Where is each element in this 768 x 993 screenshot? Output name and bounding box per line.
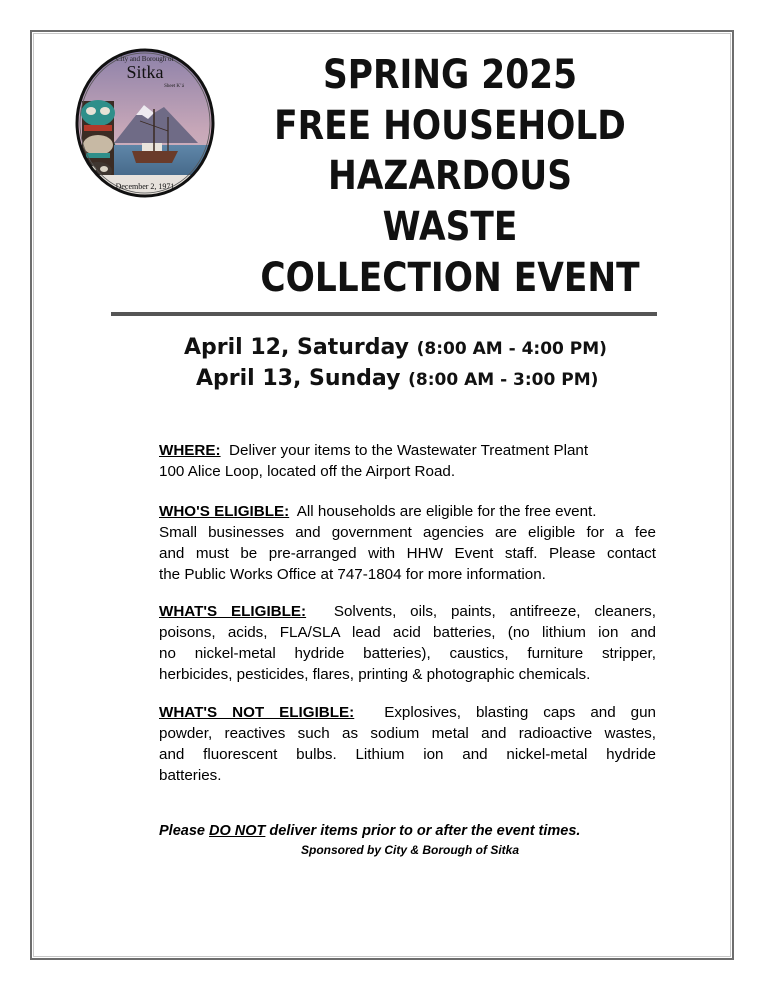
seal-sub-text: Sheet Kʼá bbox=[164, 84, 184, 89]
event-date-2-day: April 13, Sunday bbox=[196, 366, 401, 391]
notice-do-not-deliver bbox=[159, 823, 656, 839]
notice-after: deliver items prior to or after the event times. bbox=[265, 823, 581, 839]
whats-eligible-line-3: no nickel-metal hydride batteries), caustics, furniture stripper, bbox=[159, 645, 656, 662]
section-where bbox=[159, 440, 656, 482]
seal-top-text: City and Borough of bbox=[116, 55, 174, 63]
whos-eligible-line-2: Small businesses and government agencies are eligible for a fee bbox=[159, 524, 656, 541]
title-underline-rule bbox=[111, 312, 657, 316]
section-whats-eligible bbox=[159, 601, 656, 685]
whats-eligible-line-4: herbicides, pesticides, flares, printing & photographic chemicals. bbox=[159, 666, 591, 683]
event-date-1-day: April 12, Saturday bbox=[184, 335, 409, 360]
whats-eligible-line-2: poisons, acids, FLA/SLA lead acid batteries, (no lithium ion and bbox=[159, 624, 656, 641]
event-date-2 bbox=[196, 366, 598, 391]
title-line-5: COLLECTION EVENT bbox=[260, 255, 640, 301]
event-date-1 bbox=[184, 335, 607, 360]
title-line-1: SPRING 2025 bbox=[322, 52, 578, 98]
where-line-1: Deliver your items to the Wastewater Treatment Plant bbox=[229, 442, 589, 459]
notice-before: Please bbox=[159, 823, 209, 839]
where-heading: WHERE: bbox=[159, 442, 221, 459]
where-line-2: 100 Alice Loop, located off the Airport Road. bbox=[159, 463, 456, 480]
whos-eligible-line-4: the Public Works Office at 747-1804 for more information. bbox=[159, 566, 546, 583]
section-whos-eligible bbox=[159, 501, 656, 585]
title-line-3: HAZARDOUS bbox=[328, 153, 572, 199]
title-line-2: FREE HOUSEHOLD bbox=[274, 103, 626, 149]
section-whats-not-eligible bbox=[159, 702, 656, 786]
event-date-2-time: (8:00 AM - 3:00 PM) bbox=[408, 370, 599, 390]
whats-not-eligible-heading: WHAT'S NOT ELIGIBLE: bbox=[159, 704, 355, 721]
title-line-4: WASTE bbox=[382, 204, 518, 250]
whats-not-eligible-line-2: powder, reactives such as sodium metal and radioactive wastes, bbox=[159, 725, 656, 742]
notice-emphasis: DO NOT bbox=[209, 823, 266, 839]
whats-not-eligible-line-1: Explosives, blasting caps and gun bbox=[384, 704, 656, 721]
event-date-1-time: (8:00 AM - 4:00 PM) bbox=[416, 339, 607, 359]
whos-eligible-line-3: and must be pre-arranged with HHW Event staff. Please contact bbox=[159, 545, 656, 562]
seal-date: December 2, 1971 bbox=[115, 182, 175, 191]
sponsor-line: Sponsored by City & Borough of Sitka bbox=[300, 843, 519, 857]
whats-not-eligible-line-4: batteries. bbox=[159, 767, 222, 784]
whats-eligible-line-1: Solvents, oils, paints, antifreeze, cleaners, bbox=[333, 603, 656, 620]
whats-not-eligible-line-3: and fluorescent bulbs. Lithium ion and nickel-metal hydride bbox=[159, 746, 656, 763]
whos-eligible-line-1: All households are eligible for the free event. bbox=[296, 503, 597, 520]
whats-eligible-heading: WHAT'S ELIGIBLE: bbox=[159, 603, 307, 620]
whos-eligible-heading: WHO'S ELIGIBLE: bbox=[159, 503, 290, 520]
seal-name: Sitka bbox=[126, 62, 164, 82]
